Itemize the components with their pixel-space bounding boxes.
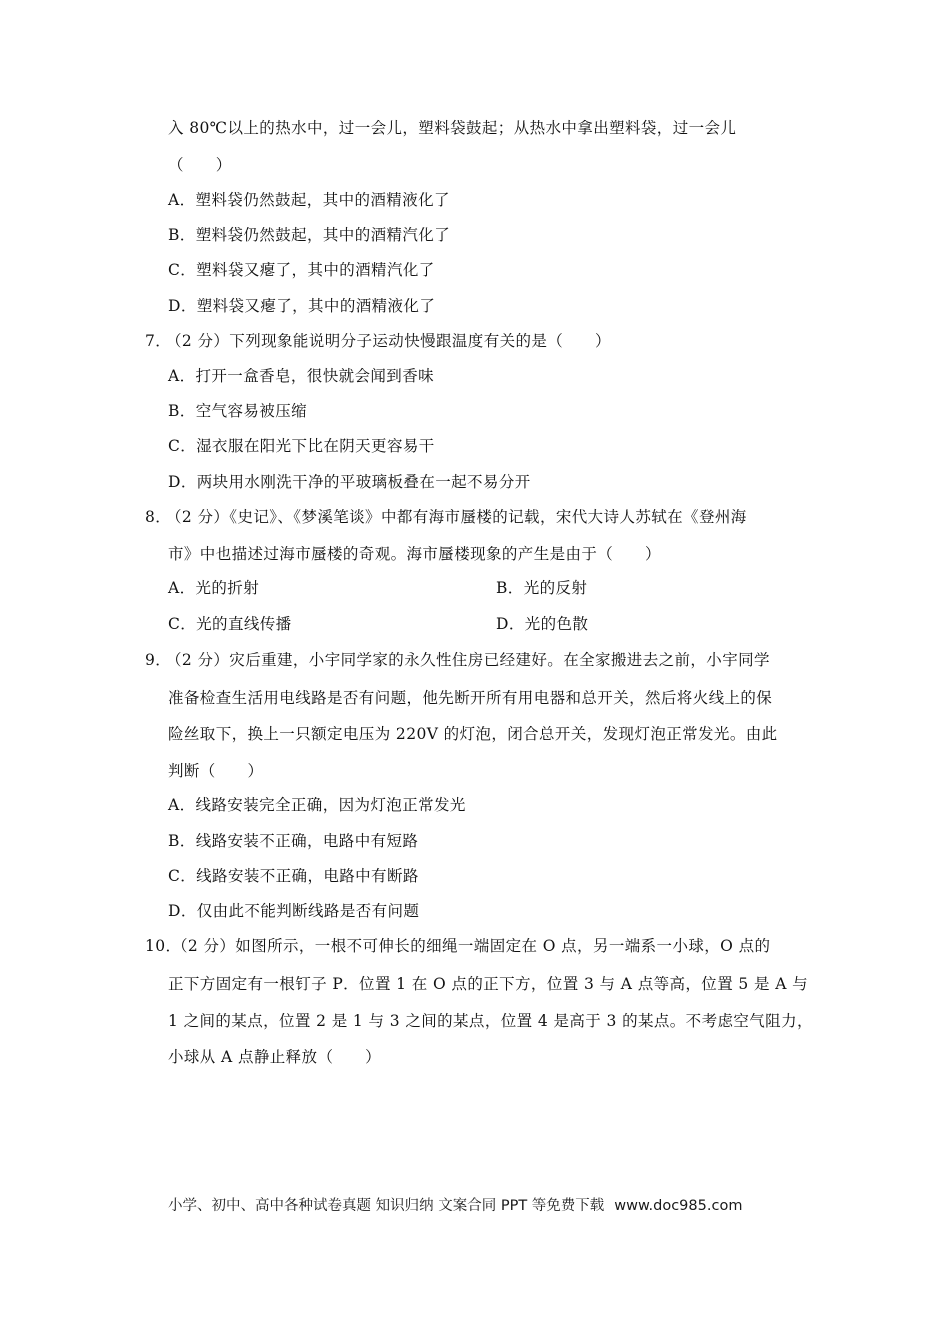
- q6-option-a: A．塑料袋仍然鼓起，其中的酒精液化了: [168, 191, 450, 209]
- q9-number: 9．: [145, 651, 172, 669]
- q8-stem-line-2: 市》中也描述过海市蜃楼的奇观。海市蜃楼现象的产生是由于（ ）: [168, 545, 661, 563]
- q6-answer-blank: （ ）: [168, 156, 232, 174]
- q8-option-c: C．光的直线传播: [168, 615, 292, 633]
- q10-number: 10．: [145, 937, 182, 955]
- q10-stem-line-4: 小球从 A 点静止释放（ ）: [168, 1048, 382, 1066]
- q6-option-b: B．塑料袋仍然鼓起，其中的酒精汽化了: [168, 226, 451, 244]
- q9-stem-line-1: （2 分）灾后重建，小宇同学家的永久性住房已经建好。在全家搬进去之前，小宇同学: [166, 651, 770, 669]
- q10-stem-line-3: 1 之间的某点，位置 2 是 1 与 3 之间的某点，位置 4 是高于 3 的某点。不考虑空气阻力，: [168, 1012, 813, 1030]
- q9-option-d: D．仅由此不能判断线路是否有问题: [168, 902, 420, 920]
- q7-option-b: B．空气容易被压缩: [168, 402, 307, 420]
- q6-option-c: C．塑料袋又瘪了，其中的酒精汽化了: [168, 261, 435, 279]
- q8-option-a: A．光的折射: [168, 579, 260, 597]
- q9-stem-line-3: 险丝取下，换上一只额定电压为 220V 的灯泡，闭合总开关，发现灯泡正常发光。由此: [168, 725, 778, 743]
- q9-option-c: C．线路安装不正确，电路中有断路: [168, 867, 419, 885]
- q8-option-d: D．光的色散: [496, 615, 589, 633]
- q6-option-d: D．塑料袋又瘪了，其中的酒精液化了: [168, 297, 436, 315]
- footer-text: 小学、初中、高中各种试卷真题 知识归纳 文案合同 PPT 等免费下载: [168, 1198, 605, 1214]
- q7-option-d: D．两块用水刚洗干净的平玻璃板叠在一起不易分开: [168, 473, 531, 491]
- q10-stem-line-2: 正下方固定有一根钉子 P．位置 1 在 O 点的正下方，位置 3 与 A 点等高，位置 5 是 A 与: [168, 975, 809, 993]
- q10-stem-line-1: （2 分）如图所示，一根不可伸长的细绳一端固定在 O 点，另一端系一小球，O 点的: [172, 937, 771, 955]
- q7-stem: （2 分）下列现象能说明分子运动快慢跟温度有关的是（ ）: [166, 332, 611, 350]
- q9-stem-line-2: 准备检查生活用电线路是否有问题，他先断开所有用电器和总开关，然后将火线上的保: [168, 689, 773, 707]
- q6-stem-line-1: 入 80℃以上的热水中，过一会儿，塑料袋鼓起；从热水中拿出塑料袋，过一会儿: [168, 119, 737, 137]
- q9-stem-line-4: 判断（ ）: [168, 762, 264, 780]
- q9-option-b: B．线路安装不正确，电路中有短路: [168, 832, 419, 850]
- footer-url[interactable]: www.doc985.com: [614, 1198, 743, 1214]
- q8-stem-line-1: （2 分）《史记》、《梦溪笔谈》中都有海市蜃楼的记载，宋代大诗人苏轼在《登州海: [166, 508, 747, 526]
- q9-option-a: A．线路安装完全正确，因为灯泡正常发光: [168, 796, 466, 814]
- q7-number: 7．: [145, 332, 172, 350]
- q7-option-a: A．打开一盒香皂，很快就会闻到香味: [168, 367, 434, 385]
- q7-option-c: C．湿衣服在阳光下比在阴天更容易干: [168, 437, 435, 455]
- q8-option-b: B．光的反射: [496, 579, 588, 597]
- page-footer: [168, 1196, 742, 1216]
- q8-number: 8．: [145, 508, 172, 526]
